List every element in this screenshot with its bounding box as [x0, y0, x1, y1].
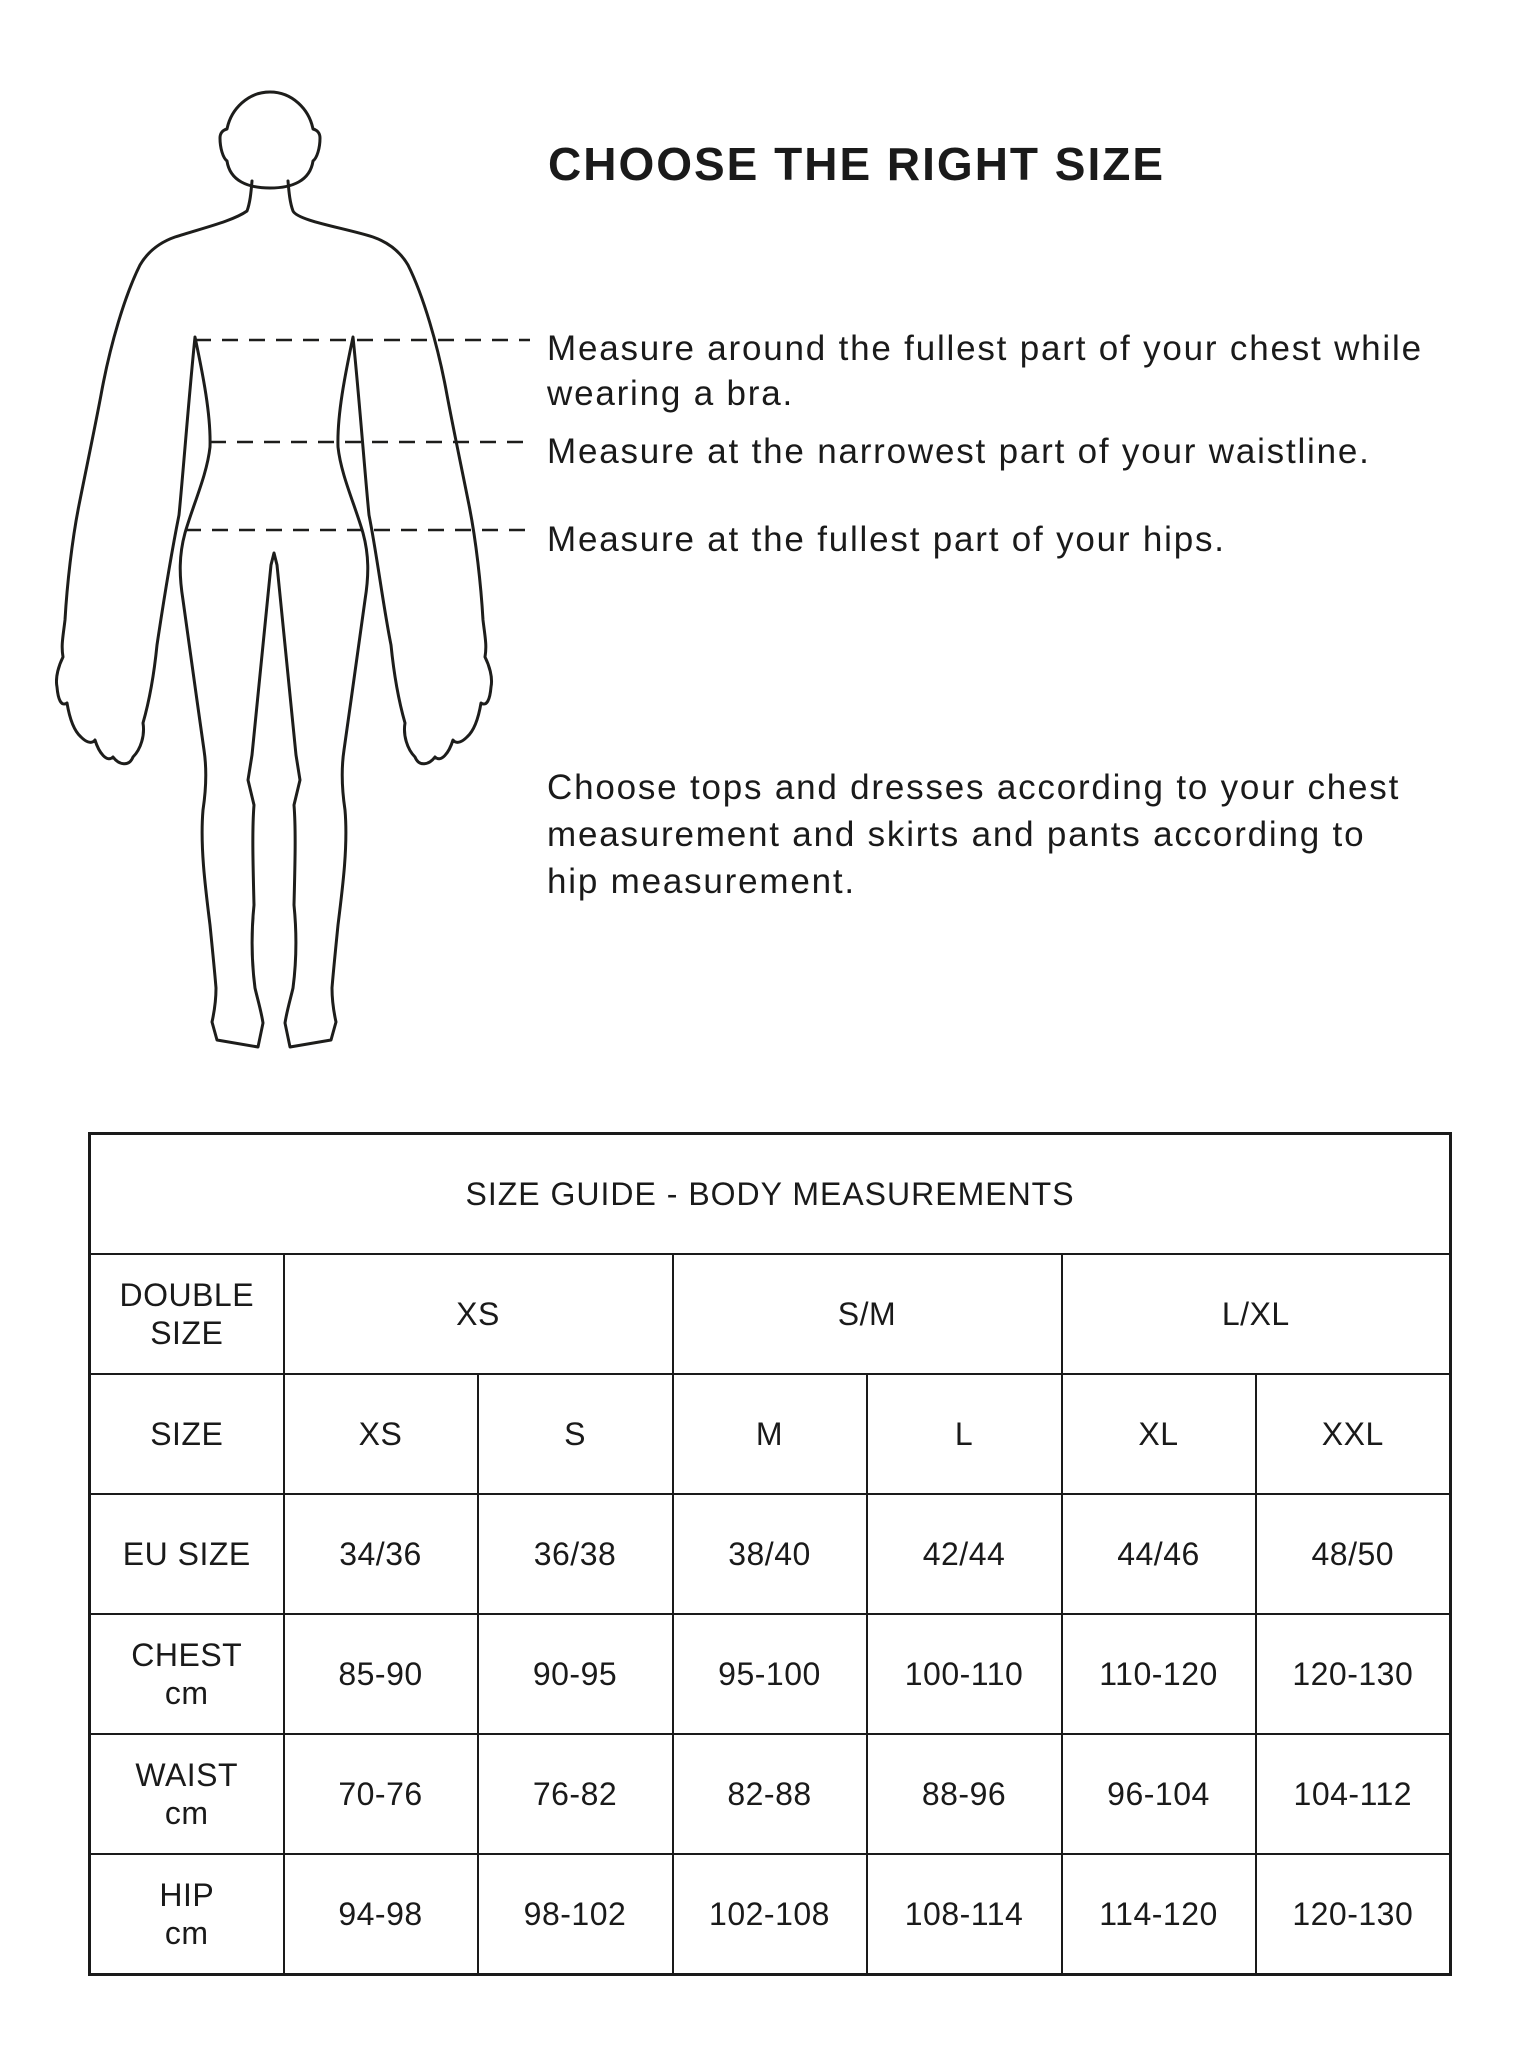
- fit-advice: [547, 764, 1400, 905]
- size-l: L: [867, 1374, 1062, 1494]
- double-size-xs: XS: [284, 1254, 673, 1374]
- hip-measure-note: [547, 517, 1226, 562]
- waist-cell: 104-112: [1256, 1734, 1451, 1854]
- hip-label: HIP cm: [90, 1854, 284, 1975]
- size-table: [88, 1132, 1452, 1976]
- head-outline: [220, 92, 320, 188]
- body-outline-figure: [55, 85, 535, 1050]
- waist-row: [90, 1734, 1451, 1854]
- eu-size-cell: 36/38: [478, 1494, 673, 1614]
- hip-row: [90, 1854, 1451, 1975]
- double-size-row: [90, 1254, 1451, 1374]
- advice-line2: measurement and skirts and pants according to: [547, 815, 1366, 854]
- double-size-lxl: L/XL: [1062, 1254, 1451, 1374]
- waist-cell: 70-76: [284, 1734, 478, 1854]
- waist-note-line1: Measure at the narrowest part of your waistline.: [547, 432, 1371, 471]
- double-size-sm: S/M: [673, 1254, 1062, 1374]
- double-size-label: DOUBLE SIZE: [90, 1254, 284, 1374]
- size-xl: XL: [1062, 1374, 1256, 1494]
- waist-cell: 96-104: [1062, 1734, 1256, 1854]
- eu-size-row: [90, 1494, 1451, 1614]
- chest-cell: 85-90: [284, 1614, 478, 1734]
- waist-cell: 82-88: [673, 1734, 867, 1854]
- hip-cell: 108-114: [867, 1854, 1062, 1975]
- chest-note-line2: wearing a bra.: [547, 374, 794, 413]
- size-xs: XS: [284, 1374, 478, 1494]
- size-label: SIZE: [90, 1374, 284, 1494]
- chest-row: [90, 1614, 1451, 1734]
- waist-cell: 88-96: [867, 1734, 1062, 1854]
- size-table-wrap: [88, 1132, 1449, 1976]
- advice-line1: Choose tops and dresses according to your chest: [547, 768, 1401, 807]
- chest-note-line1: Measure around the fullest part of your chest while: [547, 329, 1423, 368]
- chest-label: CHEST cm: [90, 1614, 284, 1734]
- hip-cell: 98-102: [478, 1854, 673, 1975]
- size-row: [90, 1374, 1451, 1494]
- advice-line3: hip measurement.: [547, 862, 856, 901]
- page-title: CHOOSE THE RIGHT SIZE: [548, 138, 1166, 190]
- eu-size-cell: 48/50: [1256, 1494, 1451, 1614]
- eu-size-cell: 42/44: [867, 1494, 1062, 1614]
- chest-cell: 100-110: [867, 1614, 1062, 1734]
- hip-cell: 94-98: [284, 1854, 478, 1975]
- hip-cell: 120-130: [1256, 1854, 1451, 1975]
- size-xxl: XXL: [1256, 1374, 1451, 1494]
- chest-measure-note: [547, 326, 1423, 416]
- chest-cell: 120-130: [1256, 1614, 1451, 1734]
- hip-cell: 102-108: [673, 1854, 867, 1975]
- chest-cell: 95-100: [673, 1614, 867, 1734]
- waist-cell: 76-82: [478, 1734, 673, 1854]
- size-m: M: [673, 1374, 867, 1494]
- table-title-row: [90, 1134, 1451, 1255]
- hip-cell: 114-120: [1062, 1854, 1256, 1975]
- eu-size-cell: 44/46: [1062, 1494, 1256, 1614]
- eu-size-label: EU SIZE: [90, 1494, 284, 1614]
- chest-cell: 110-120: [1062, 1614, 1256, 1734]
- hip-note-line1: Measure at the fullest part of your hips.: [547, 520, 1226, 559]
- eu-size-cell: 38/40: [673, 1494, 867, 1614]
- size-table-title: SIZE GUIDE - BODY MEASUREMENTS: [90, 1134, 1451, 1255]
- size-s: S: [478, 1374, 673, 1494]
- waist-measure-note: [547, 429, 1371, 474]
- waist-label: WAIST cm: [90, 1734, 284, 1854]
- body-outline: [56, 181, 491, 1047]
- chest-cell: 90-95: [478, 1614, 673, 1734]
- eu-size-cell: 34/36: [284, 1494, 478, 1614]
